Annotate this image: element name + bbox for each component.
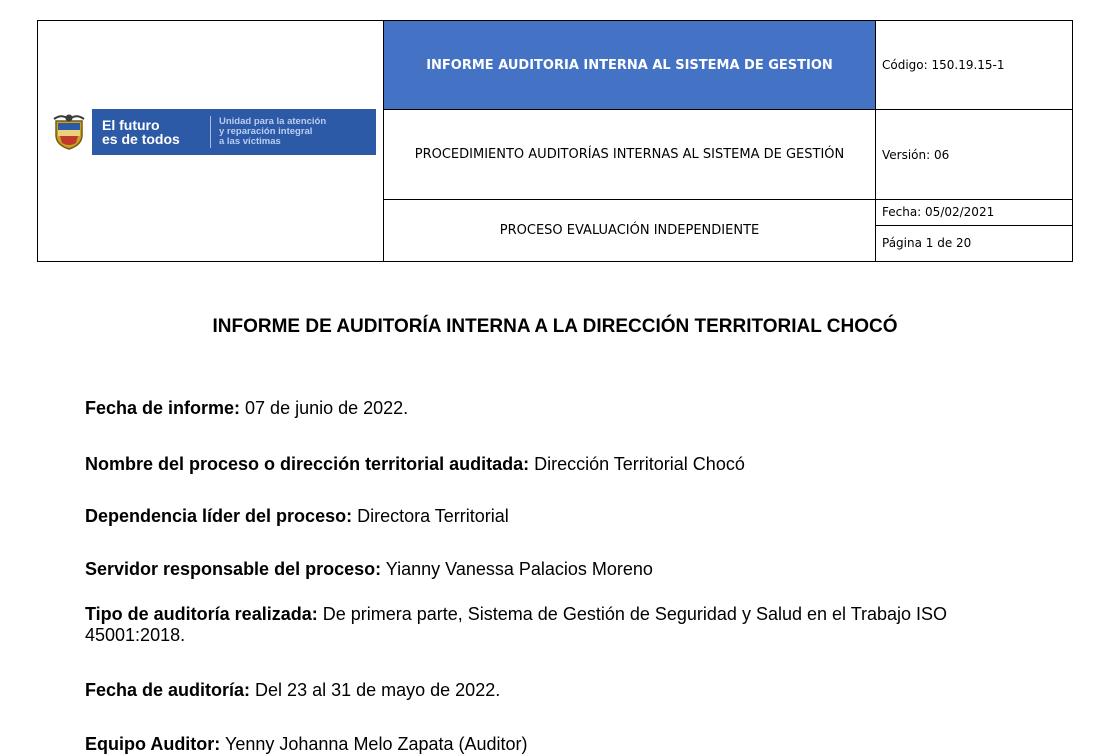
field-value: Dirección Territorial Chocó xyxy=(529,454,745,474)
field-label: Equipo Auditor: xyxy=(85,734,221,754)
field-audited-process xyxy=(85,454,1045,475)
logo-cell xyxy=(38,21,384,262)
field-value: Yenny Johanna Melo Zapata (Auditor) xyxy=(220,734,528,754)
report-title: INFORME DE AUDITORÍA INTERNA A LA DIRECCIÓN TERRITORIAL CHOCÓ xyxy=(212,316,898,337)
field-value: De primera parte, Sistema de Gestión de Seguridad y Salud en el Trabajo ISO 45001:2018. xyxy=(85,604,948,645)
coat-of-arms-icon xyxy=(46,109,92,155)
logo-slogan: El futuro es de todos xyxy=(102,117,180,147)
field-label: Fecha de informe: xyxy=(85,398,241,418)
logo-divider xyxy=(210,116,211,148)
document-version: Versión: 06 xyxy=(876,110,1073,199)
field-label: Fecha de auditoría: xyxy=(85,680,251,700)
process-name: PROCESO EVALUACIÓN INDEPENDIENTE xyxy=(384,199,876,261)
logo-entity-name: Unidad para la atención y reparación integral a las víctimas xyxy=(219,116,327,147)
document-header-table xyxy=(37,20,1073,262)
field-value: Directora Territorial xyxy=(352,506,509,526)
field-label: Nombre del proceso o dirección territorial auditada: xyxy=(85,454,530,474)
field-label: Servidor responsable del proceso: xyxy=(85,559,382,579)
field-responsible-officer xyxy=(85,559,1045,580)
page-number: Página 1 de 20 xyxy=(876,225,1073,261)
field-label: Dependencia líder del proceso: xyxy=(85,506,353,526)
field-value: Del 23 al 31 de mayo de 2022. xyxy=(250,680,501,700)
field-lead-dependency xyxy=(85,506,1045,527)
document-code: Código: 150.19.15-1 xyxy=(876,21,1073,110)
field-audit-team xyxy=(85,734,1045,755)
entity-logo xyxy=(46,109,376,155)
field-value: 07 de junio de 2022. xyxy=(240,398,409,418)
report-type-title: INFORME AUDITORIA INTERNA AL SISTEMA DE GESTION xyxy=(384,21,876,110)
field-audit-date xyxy=(85,680,1045,701)
procedure-name: PROCEDIMIENTO AUDITORÍAS INTERNAS AL SISTEMA DE GESTIÓN xyxy=(384,110,876,199)
field-label: Tipo de auditoría realizada: xyxy=(85,604,318,624)
field-report-date xyxy=(85,398,1045,419)
field-value: Yianny Vanessa Palacios Moreno xyxy=(381,559,653,579)
document-date: Fecha: 05/02/2021 xyxy=(876,199,1073,225)
field-audit-type xyxy=(85,604,1045,646)
